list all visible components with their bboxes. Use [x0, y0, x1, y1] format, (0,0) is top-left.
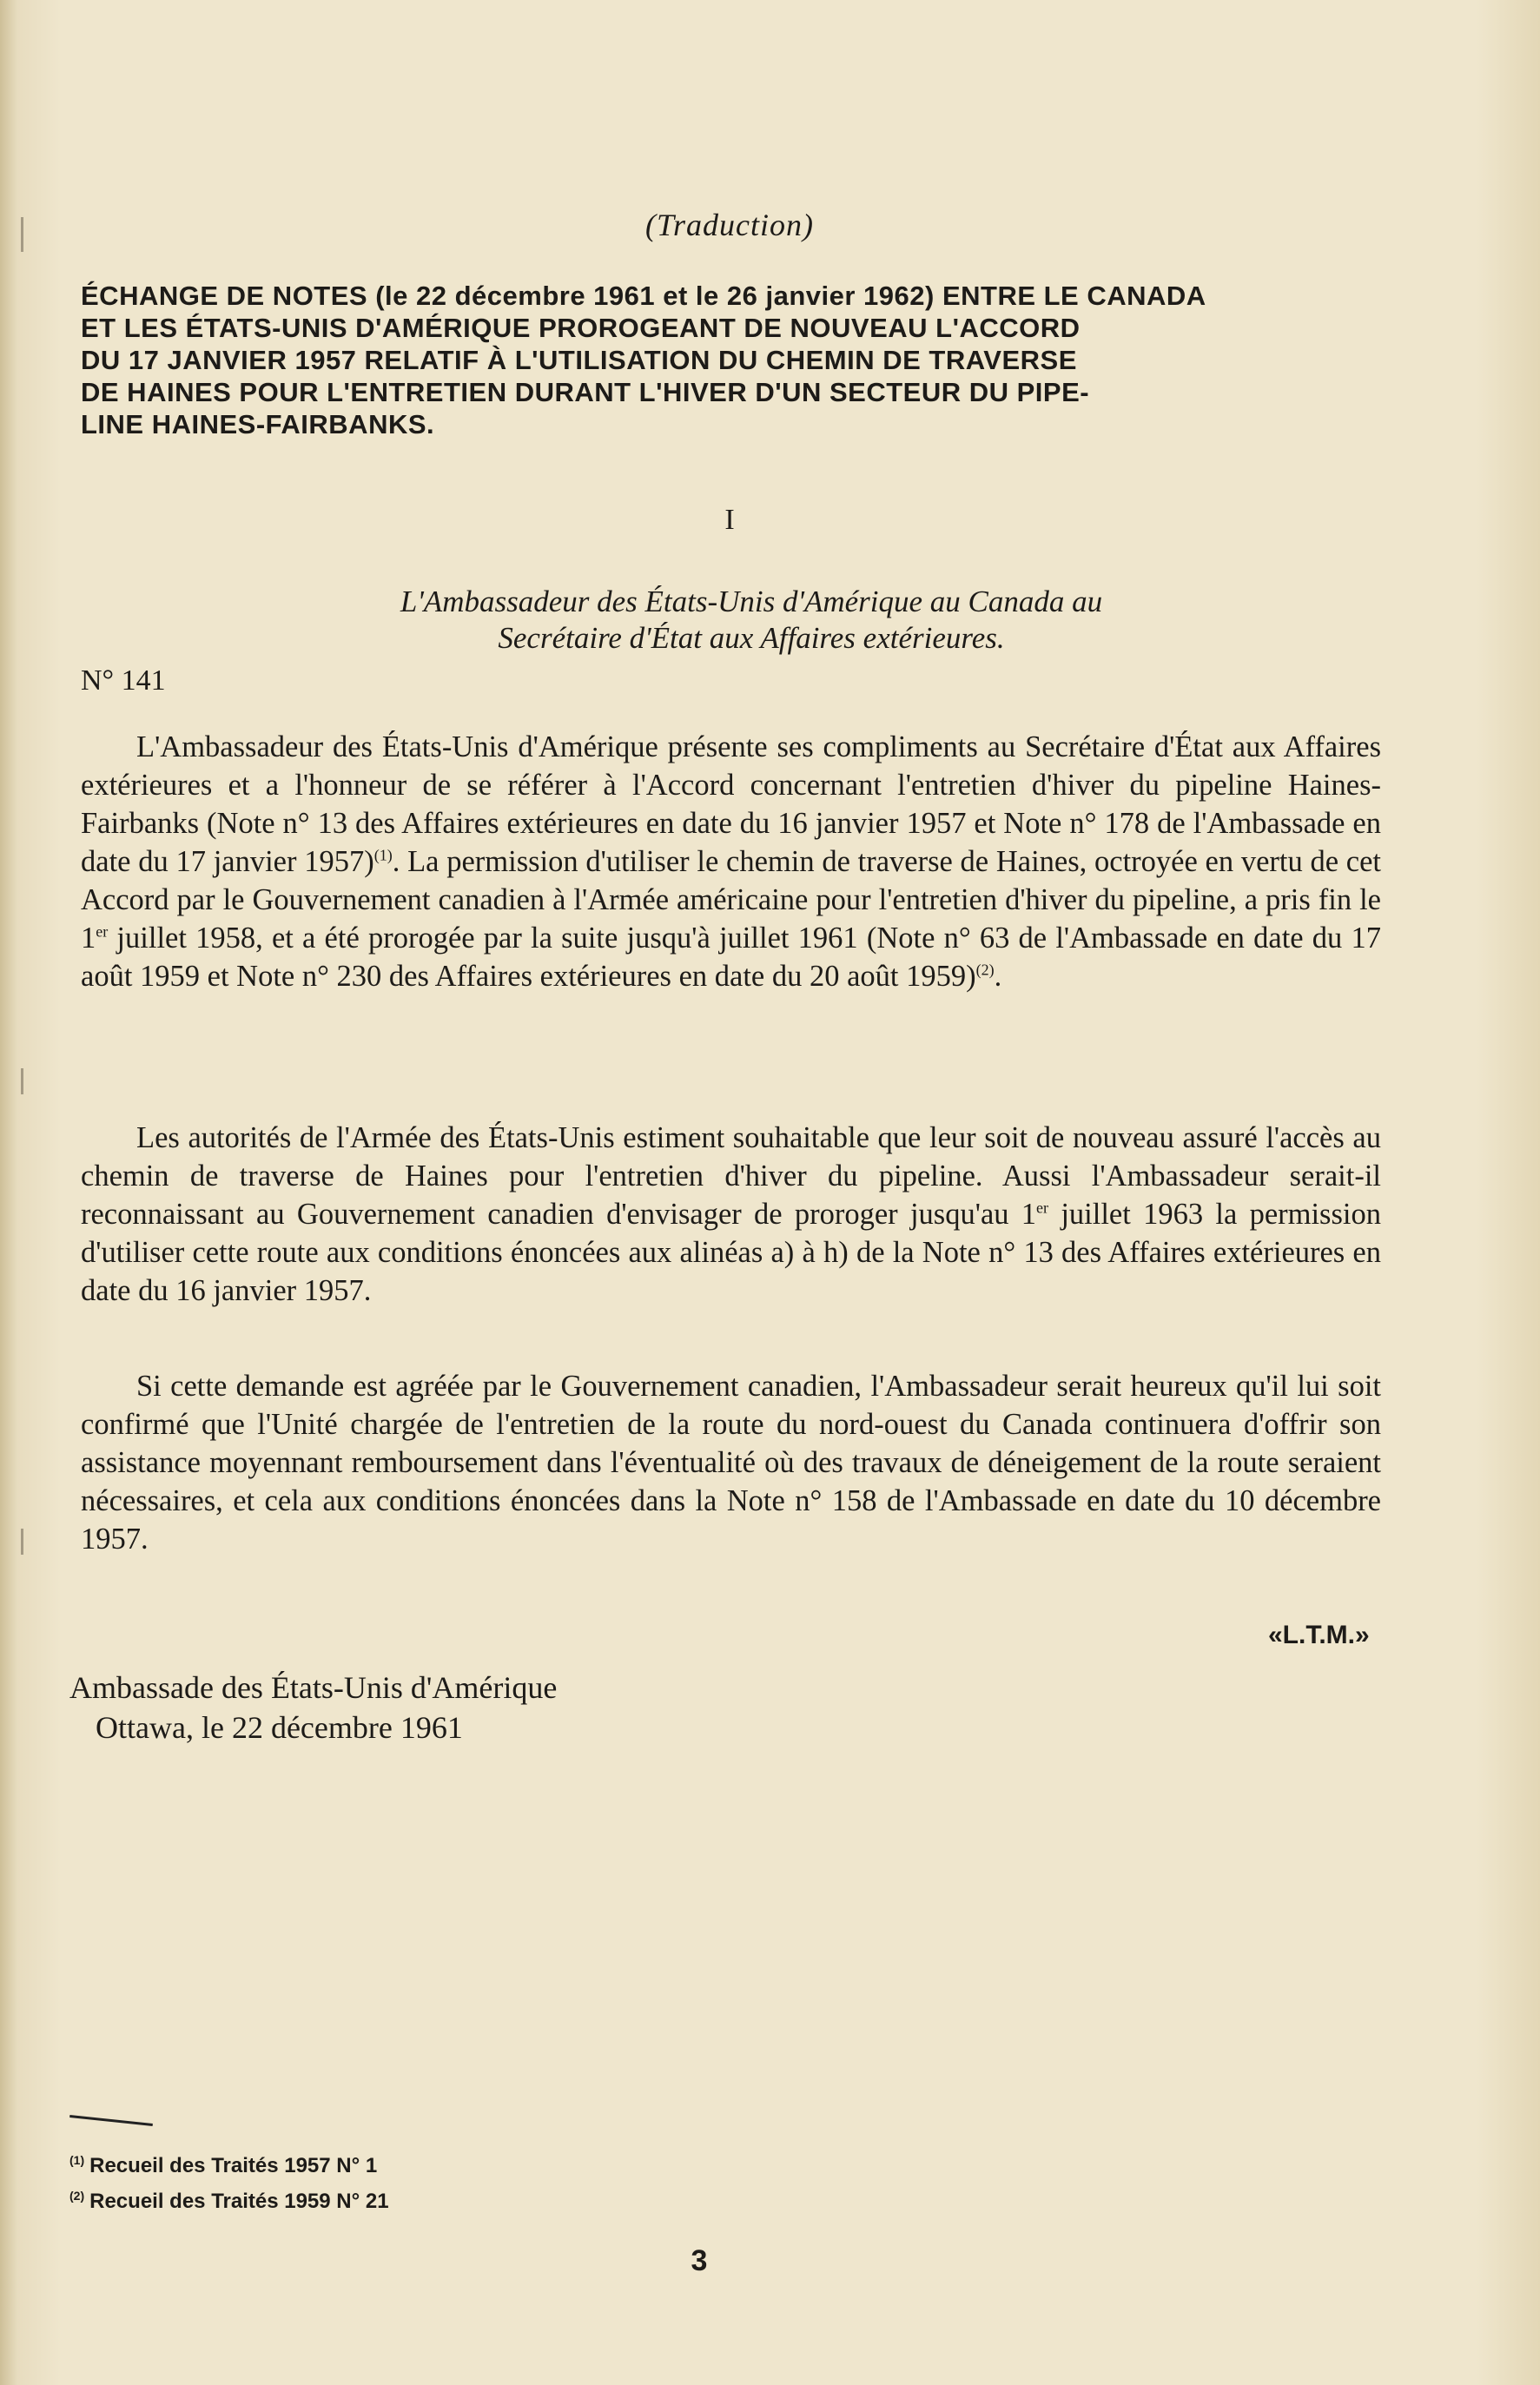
heading-line: Secrétaire d'État aux Affaires extérieures. — [498, 621, 1005, 655]
footnote-item — [69, 2145, 389, 2181]
page-number: 3 — [691, 2244, 708, 2277]
footnote-ref: (1) — [373, 846, 393, 864]
paragraph-text: Les autorités de l'Armée des États-Unis estiment souhaitable que leur soit de nouveau assuré l'accès au chemin de traverse de Haines pour l'entretien d'hiver du pipeline. Aussi l'Ambassadeur serait-il reconnaissant au Gouvernement canadien d'envisager de proroger jusqu'au 1er juillet 1963 la permission d'utiliser cette route aux conditions énoncées aux alinéas a) à h) de la Note n° 13 des Affaires extérieures en date du 16 janvier 1957. — [81, 1121, 1381, 1307]
paragraph-2 — [81, 1119, 1381, 1310]
closing-block — [69, 1668, 557, 1747]
footnote-marker: (2) — [69, 2189, 85, 2203]
footnote-item — [69, 2181, 389, 2217]
translation-label: (Traduction) — [644, 208, 814, 242]
paragraph-3 — [81, 1367, 1381, 1558]
paragraph-1 — [81, 728, 1381, 995]
title-line: ET LES ÉTATS-UNIS D'AMÉRIQUE PROROGEANT DE NOUVEAU L'ACCORD — [81, 313, 1081, 343]
title-line: ÉCHANGE DE NOTES (le 22 décembre 1961 et le 26 janvier 1962) ENTRE LE CANADA — [81, 281, 1206, 311]
note-number: N° 141 — [81, 664, 166, 697]
signature-initials: «L.T.M.» — [1268, 1621, 1370, 1649]
page-edge-mark — [21, 1529, 23, 1555]
section-number: I — [724, 504, 735, 536]
ordinal-superscript: er — [96, 922, 109, 941]
document-title — [81, 280, 1384, 440]
ordinal-superscript: er — [1036, 1199, 1049, 1217]
title-line: DE HAINES POUR L'ENTRETIEN DURANT L'HIVER D'UN SECTEUR DU PIPE- — [81, 377, 1090, 407]
paragraph-text: Si cette demande est agréée par le Gouvernement canadien, l'Ambassadeur serait heureux qu'il lui soit confirmé que l'Unité chargée de l'entretien de la route du nord-ouest du Canada continuera d'offrir son assistance moyennant remboursement dans l'éventualité où des travaux de déneigement de la route seraient nécessaires, et cela aux conditions énoncées dans la Note n° 158 de l'Ambassade en date du 10 décembre 1957. — [81, 1370, 1381, 1556]
title-line: LINE HAINES-FAIRBANKS. — [81, 409, 435, 439]
page-edge-mark — [21, 1068, 23, 1094]
footnotes — [69, 2145, 389, 2217]
title-line: DU 17 JANVIER 1957 RELATIF À L'UTILISATION DU CHEMIN DE TRAVERSE — [81, 345, 1077, 375]
footnote-marker: (1) — [69, 2153, 85, 2167]
closing-date: Ottawa, le 22 décembre 1961 — [96, 1710, 463, 1745]
footnote-text: Recueil des Traités 1957 N° 1 — [89, 2154, 378, 2177]
footnote-ref: (2) — [975, 961, 995, 979]
paragraph-text: L'Ambassadeur des États-Unis d'Amérique présente ses compliments au Secrétaire d'État aux Affaires extérieures et a l'honneur de se référer à l'Accord concernant l'entretien d'hiver du pipeline Haines-Fairbanks (Note n° 13 des Affaires extérieures en date du 16 janvier 1957 et Note n° 178 de l'Ambassade en date du 17 janvier 1957)$^{(1)}$. La permission d'utiliser le chemin de traverse de Haines, octroyée en vertu de cet Accord par le Gouvernement canadien à l'Armée américaine pour l'entretien d'hiver du pipeline, a pris fin le 1er juillet 1958, et a été prorogée par la suite jusqu'à juillet 1961 (Note n° 63 de l'Ambassade en date du 17 août 1959 et Note n° 230 des Affaires extérieures en date du 20 août 1959)$^{(2)}$. — [81, 730, 1381, 993]
closing-place: Ambassade des États-Unis d'Amérique — [69, 1670, 558, 1705]
letter-heading — [174, 584, 1329, 657]
footnote-text: Recueil des Traités 1959 N° 21 — [89, 2190, 389, 2213]
heading-line: L'Ambassadeur des États-Unis d'Amérique au Canada au — [400, 585, 1103, 618]
